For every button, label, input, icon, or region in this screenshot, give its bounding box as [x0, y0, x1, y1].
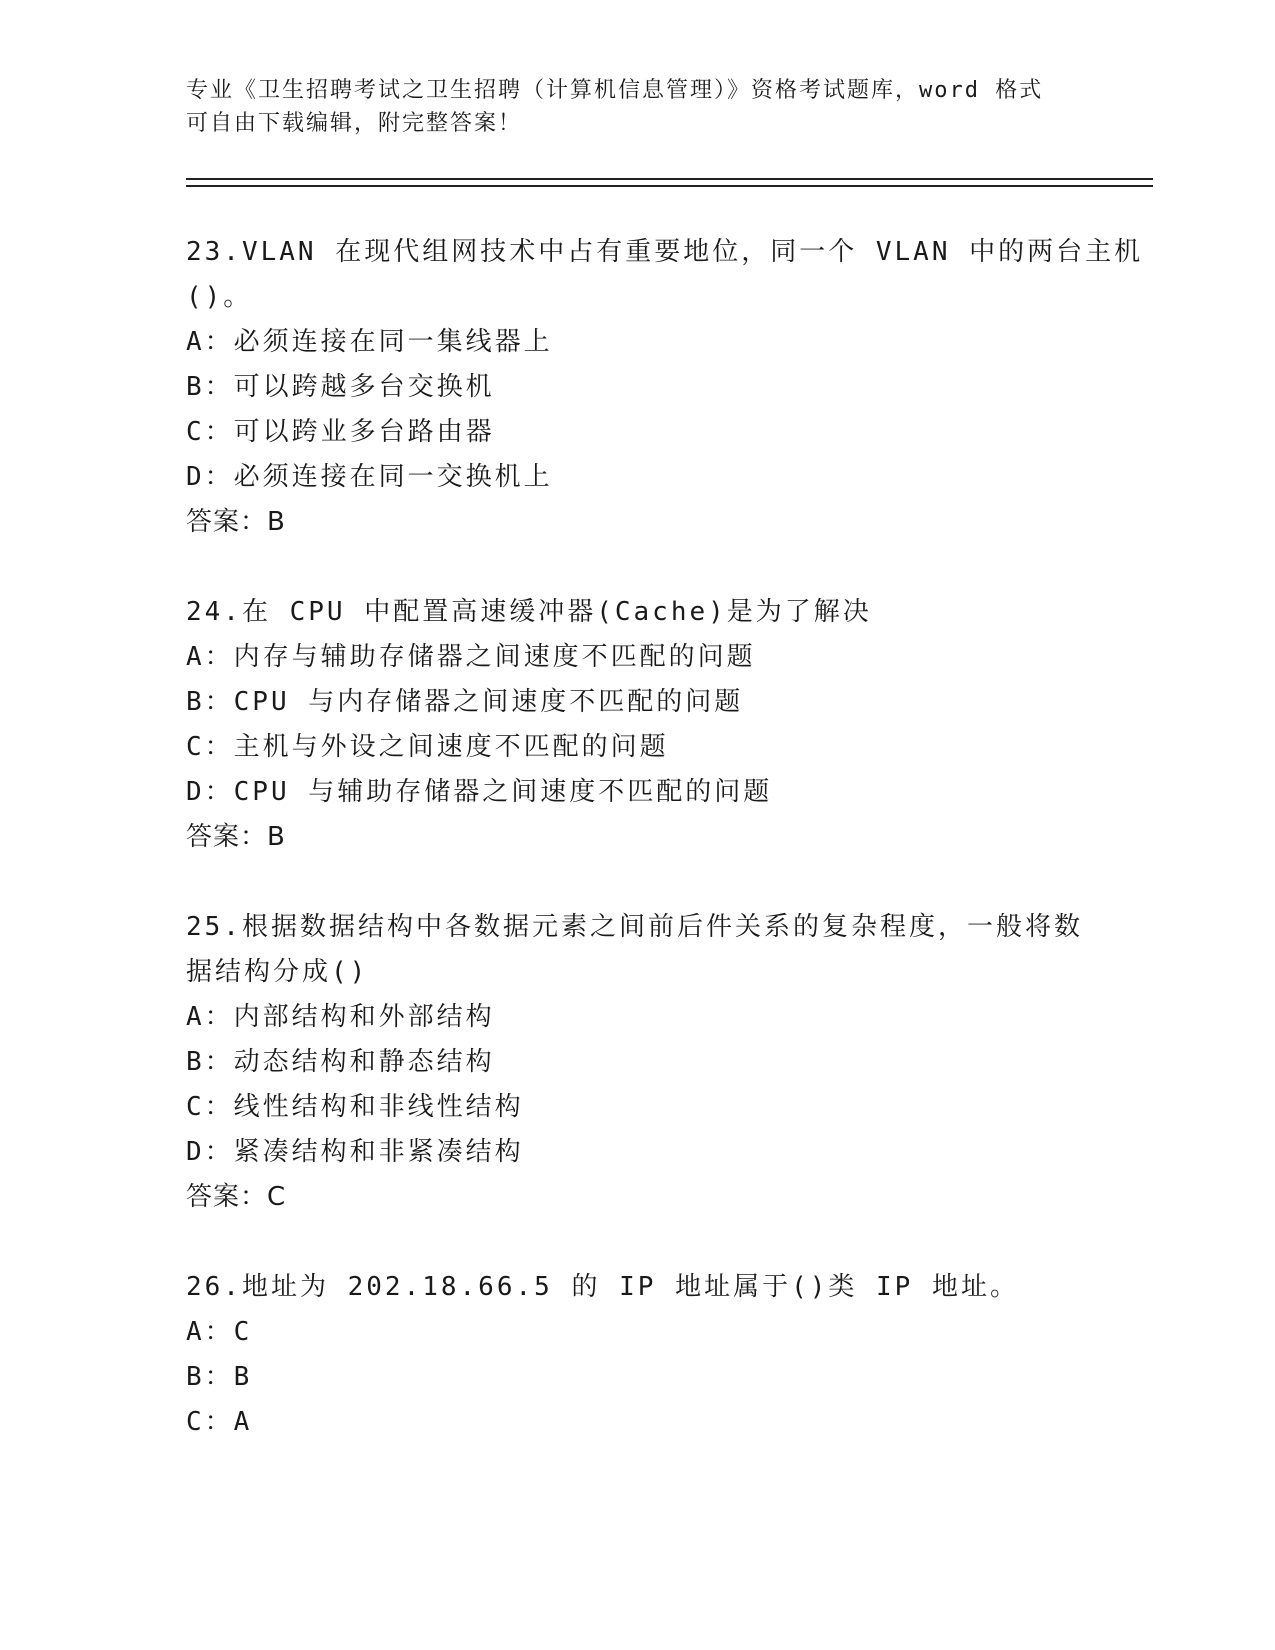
header-divider-top: [186, 178, 1153, 180]
option-c: C：主机与外设之间速度不匹配的问题: [186, 732, 669, 762]
option-d: D：紧凑结构和非紧凑结构: [186, 1137, 524, 1167]
question-stem-line: 据结构分成(): [186, 957, 369, 987]
header-divider-bottom: [186, 185, 1153, 187]
option-c: C：线性结构和非线性结构: [186, 1092, 524, 1122]
question-stem-line: 23.VLAN 在现代组网技术中占有重要地位，同一个 VLAN 中的两台主机: [186, 237, 1144, 267]
header-line-2: 可自由下载编辑，附完整答案！: [186, 111, 523, 136]
option-b: B：B: [186, 1362, 253, 1392]
question-23: [186, 230, 1144, 545]
question-stem-line: 26.地址为 202.18.66.5 的 IP 地址属于()类 IP 地址。: [186, 1272, 1019, 1302]
option-c: C：可以跨业多台路由器: [186, 417, 495, 447]
option-d: D：CPU 与辅助存储器之间速度不匹配的问题: [186, 777, 773, 807]
question-stem-line: 25.根据数据结构中各数据元素之间前后件关系的复杂程度，一般将数: [186, 912, 1083, 942]
option-c: C：A: [186, 1407, 253, 1437]
option-a: A：C: [186, 1317, 253, 1347]
option-b: B：CPU 与内存储器之间速度不匹配的问题: [186, 687, 744, 717]
question-stem-line: ()。: [186, 282, 253, 312]
header-line-1: 专业《卫生招聘考试之卫生招聘（计算机信息管理）》资格考试题库，word 格式: [186, 78, 1044, 103]
option-a: A：内存与辅助存储器之间速度不匹配的问题: [186, 642, 756, 672]
question-stem-line: 24.在 CPU 中配置高速缓冲器(Cache)是为了解决: [186, 597, 872, 627]
answer-label: 答案：C: [186, 1182, 287, 1212]
option-d: D：必须连接在同一交换机上: [186, 462, 553, 492]
answer-label: 答案：B: [186, 822, 286, 852]
option-b: B：动态结构和静态结构: [186, 1047, 495, 1077]
page-header: [186, 74, 1086, 140]
answer-label: 答案：B: [186, 507, 286, 537]
option-b: B：可以跨越多台交换机: [186, 372, 495, 402]
question-26: [186, 1265, 1086, 1445]
option-a: A：内部结构和外部结构: [186, 1002, 495, 1032]
option-a: A：必须连接在同一集线器上: [186, 327, 553, 357]
question-24: [186, 590, 1086, 860]
question-25: [186, 905, 1086, 1220]
